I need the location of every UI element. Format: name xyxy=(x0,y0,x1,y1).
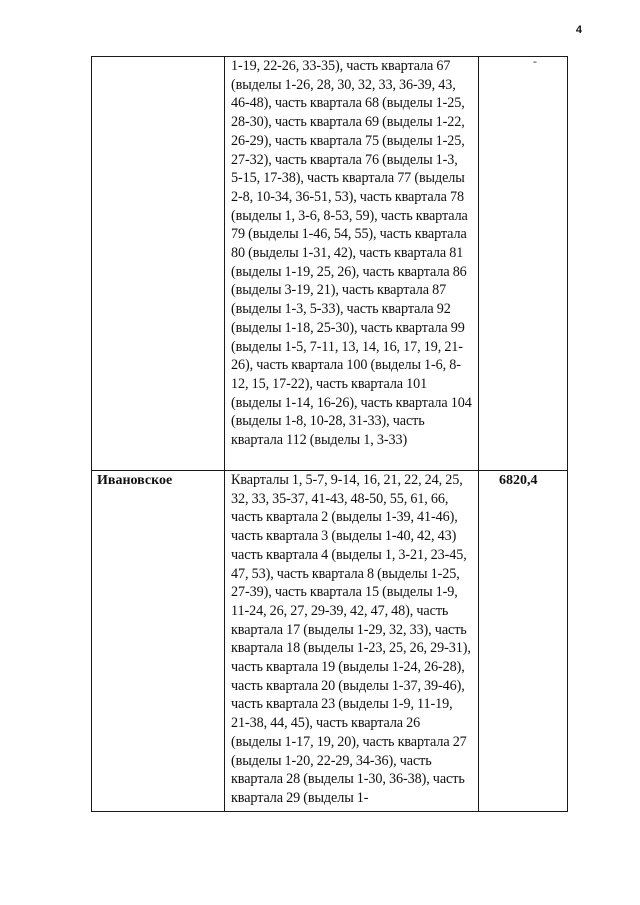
quarters-description: 1-19, 22-26, 33-35), часть квартала 67 (выделы 1-26, 28, 30, 32, 33, 36-39, 43, 46-48), часть квартала 68 (выделы 1-25, 28-30), часть квартала 69 (выделы 1-22, 26-29), часть квартала 75 (выделы 1-25, 27-32), часть квартала 76 (выделы 1-3, 5-15, 17-38), часть квартала 77 (выделы 2-8, 10-34, 36-51, 53), часть квартала 78 (выделы 1, 3-6, 8-53, 59), часть квартала 79 (выделы 1-46, 54, 55), часть квартала 80 (выделы 1-31, 42), часть квартала 81 (выделы 1-19, 25, 26), часть квартала 86 (выделы 3-19, 21), часть квартала 87 (выделы 1-3, 5-33), часть квартала 92 (выделы 1-18, 25-30), часть квартала 99 (выделы 1-5, 7-11, 13, 14, 16, 17, 19, 21-26), часть квартала 100 (выделы 1-6, 8-12, 15, 17-22), часть квартала 101 (выделы 1-14, 16-26), часть квартала 104 (выделы 1-8, 10-28, 31-33), часть квартала 112 (выделы 1, 3-33) xyxy=(231,58,472,449)
area-cell xyxy=(479,54,568,471)
table-row xyxy=(92,57,568,471)
district-name xyxy=(92,57,224,59)
quarters-description-cell xyxy=(225,471,479,812)
quarters-description: Кварталы 1, 5-7, 9-14, 16, 21, 22, 24, 25, 32, 33, 35-37, 41-43, 48-50, 55, 61, 66, часть квартала 2 (выделы 1-39, 41-46), часть квартала 3 (выделы 1-40, 42, 43) часть квартала 4 (выделы 1, 3-21, 23-45, 47, 53), часть квартала 8 (выделы 1-25, 27-39), часть квартала 15 (выделы 1-9, 11-24, 26, 27, 29-39, 42, 47, 48), часть квартала 17 (выделы 1-29, 32, 33), часть квартала 18 (выделы 1-23, 25, 26, 29-31), часть квартала 19 (выделы 1-24, 26-28), часть квартала 20 (выделы 1-37, 39-46), часть квартала 23 (выделы 1-9, 11-19, 21-38, 44, 45), часть квартала 26 (выделы 1-17, 19, 20), часть квартала 27 (выделы 1-20, 22-29, 34-36), часть квартала 28 (выделы 1-30, 36-38), часть квартала 29 (выделы 1- xyxy=(231,472,471,806)
forest-quarters-table xyxy=(91,56,568,812)
quarters-description-cell xyxy=(225,57,479,471)
area-cell xyxy=(479,471,568,812)
page-number: 4 xyxy=(575,24,582,36)
table-row xyxy=(92,471,568,812)
dash-mark: - xyxy=(533,54,537,68)
district-name-cell xyxy=(92,471,225,812)
area-value: 6820,4 xyxy=(499,473,538,488)
district-name: Ивановское xyxy=(97,473,173,488)
area-value xyxy=(479,67,567,69)
district-name-cell xyxy=(92,57,225,471)
